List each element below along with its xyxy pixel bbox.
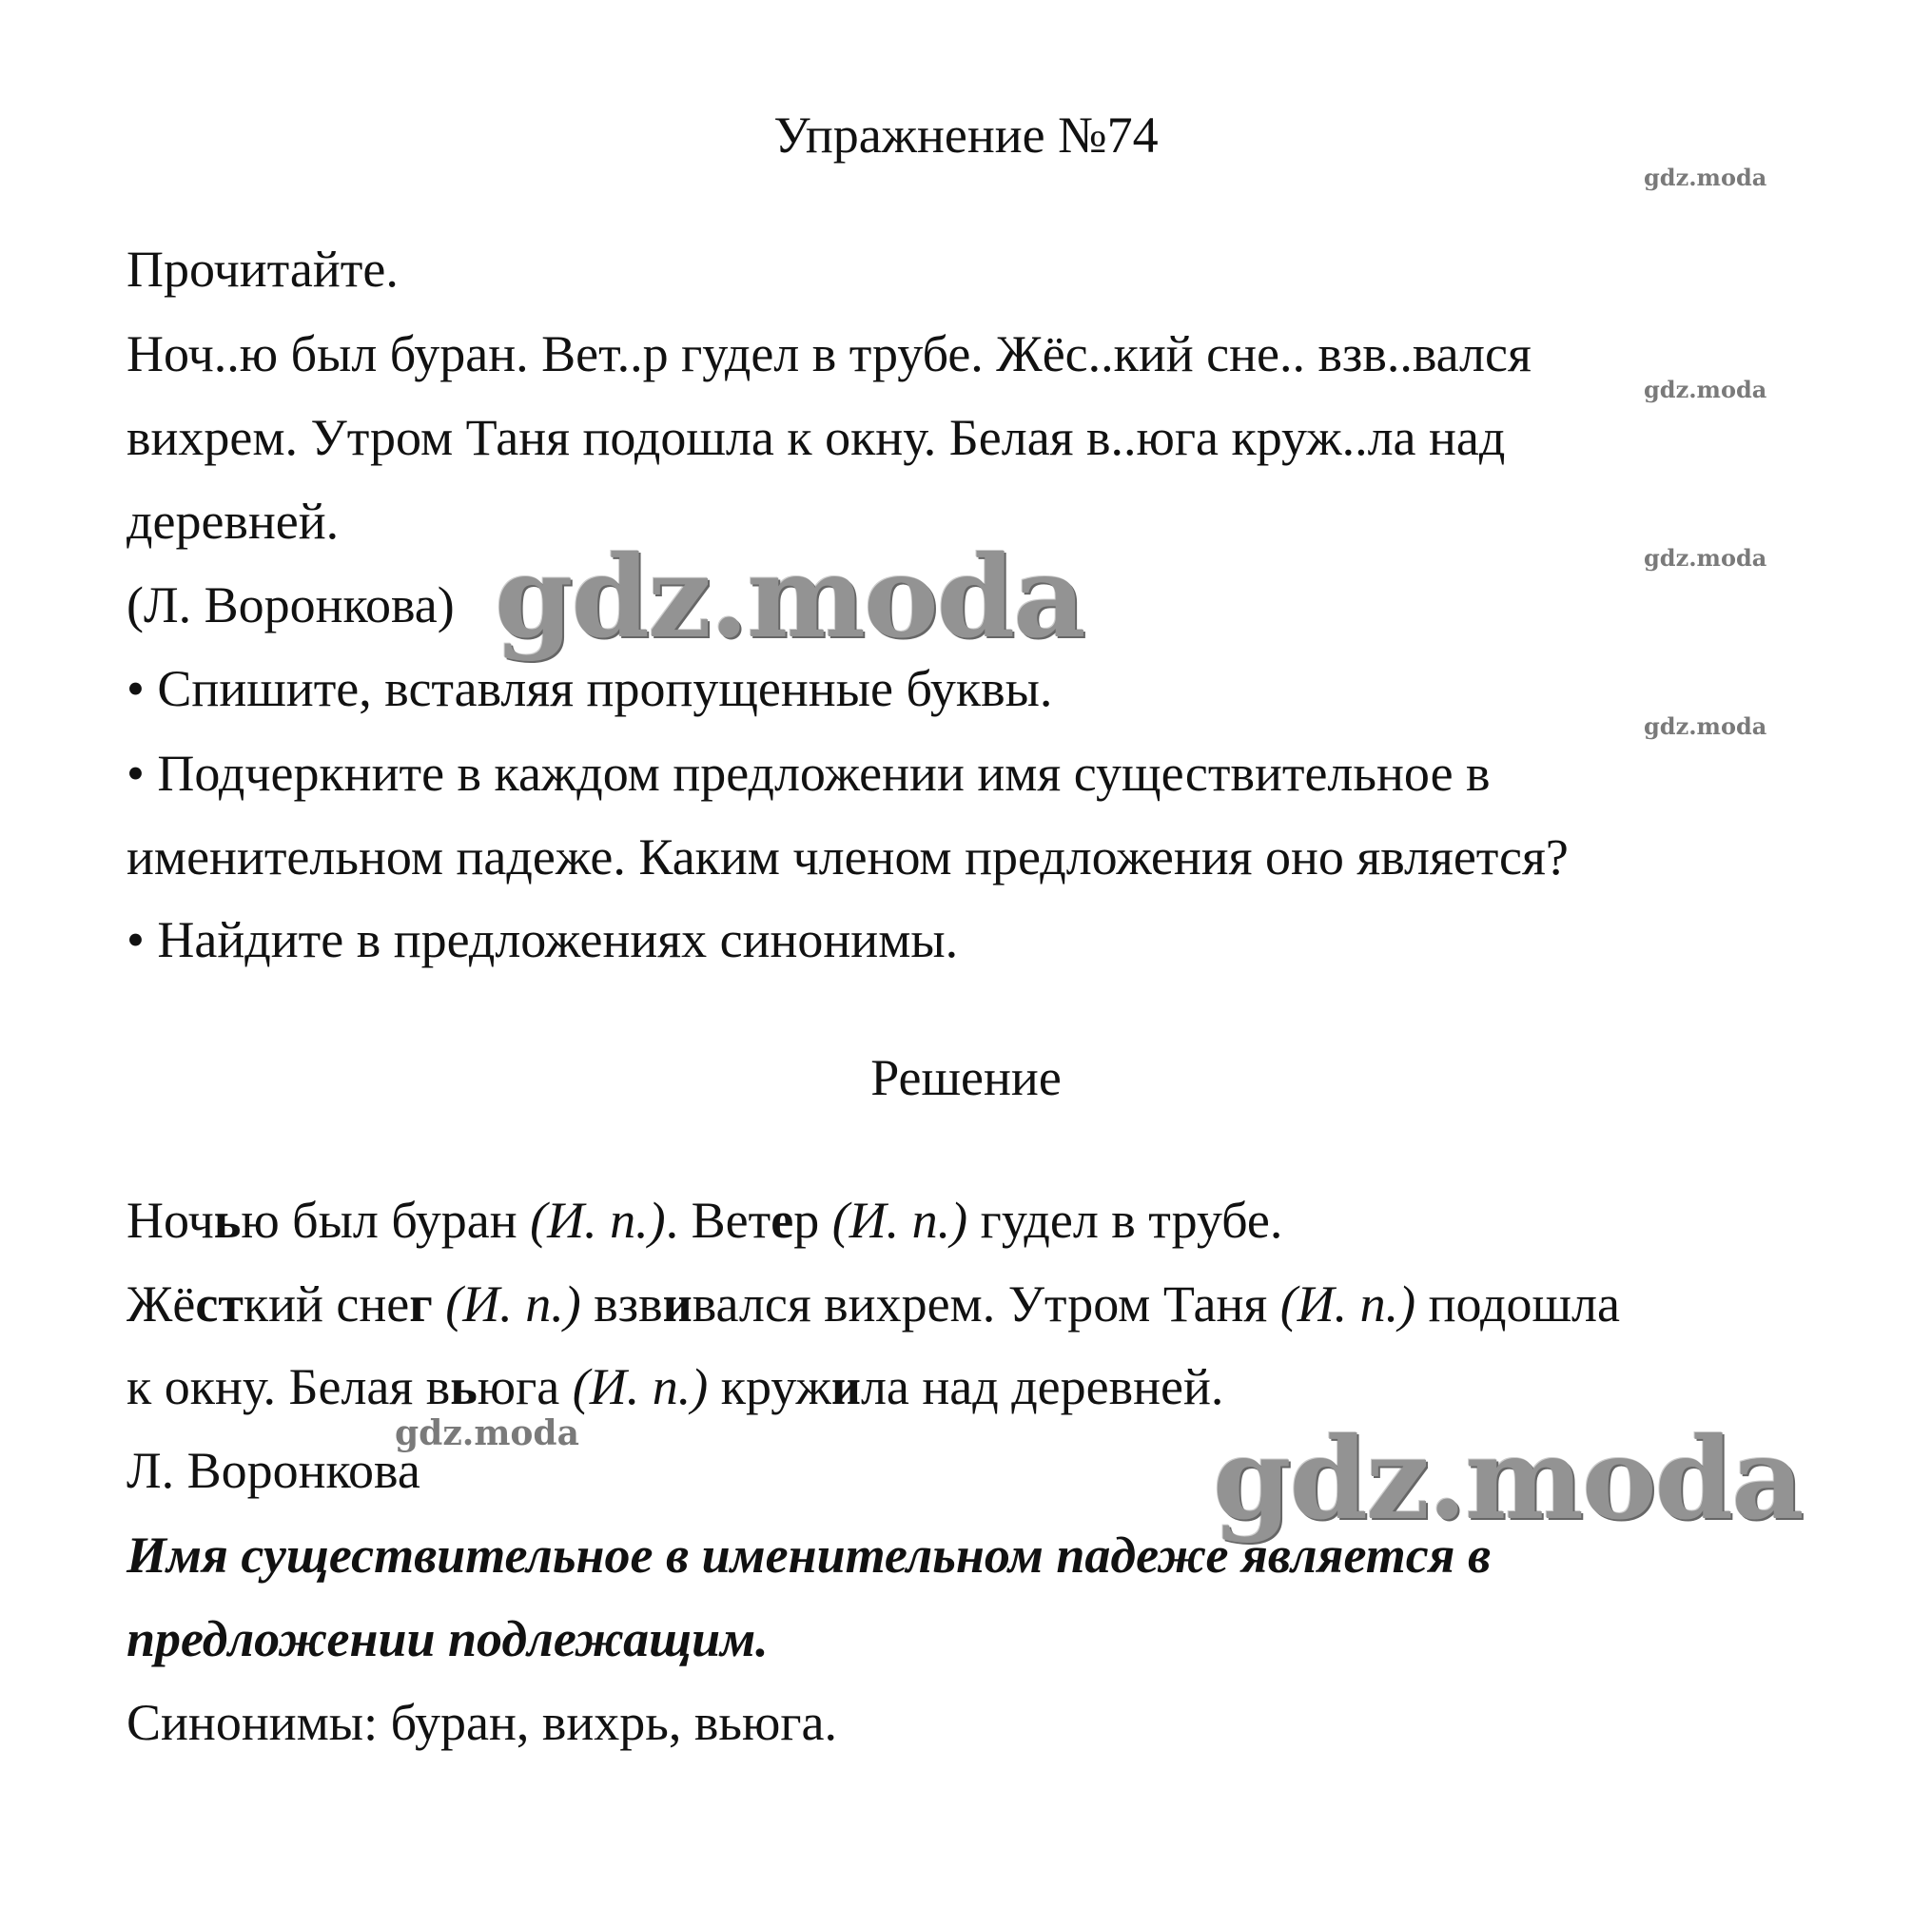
task-author: (Л. Воронкова): [127, 576, 455, 633]
case-note: (И. п.): [530, 1192, 666, 1249]
case-note: (И. п.): [831, 1192, 968, 1249]
case-note: (И. п.): [445, 1275, 581, 1333]
watermark-large: gdz.moda: [495, 531, 1084, 663]
watermark-small: gdz.moda: [1644, 376, 1767, 403]
solution-conclusion: предложении подлежащим.: [127, 1610, 769, 1667]
solution-line: Жёсткий снег (И. п.) взвивался вихрем. Утром Таня (И. п.) подошла: [127, 1275, 1620, 1333]
watermark-small: gdz.moda: [395, 1413, 579, 1453]
case-note: (И. п.): [1279, 1275, 1416, 1333]
task-bullet: • Найдите в предложениях синонимы.: [127, 911, 959, 968]
solution-author: Л. Воронкова: [127, 1442, 420, 1499]
task-text-line: вихрем. Утром Таня подошла к окну. Белая в..юга круж..ла над: [127, 409, 1506, 466]
task-bullet-continuation: именительном падеже. Каким членом предложения оно является?: [127, 828, 1569, 885]
page-title: Упражнение №74: [773, 107, 1159, 164]
watermark-small: gdz.moda: [1644, 164, 1767, 191]
task-text-line: Ноч..ю был буран. Вет..р гудел в трубе. Жёс..кий сне.. взв..вался: [127, 325, 1532, 382]
solution-synonyms: Синонимы: буран, вихрь, вьюга.: [127, 1694, 837, 1751]
watermark-small: gdz.moda: [1644, 712, 1767, 740]
solution-line: к окну. Белая вьюга (И. п.) кружила над деревней.: [127, 1358, 1224, 1415]
watermark-small: gdz.moda: [1644, 544, 1767, 572]
task-bullet: • Спишите, вставляя пропущенные буквы.: [127, 660, 1053, 717]
solution-heading: Решение: [870, 1049, 1062, 1106]
watermark-large: gdz.moda: [1213, 1412, 1803, 1545]
task-lead: Прочитайте.: [127, 241, 399, 298]
solution-line: Ночью был буран (И. п.). Ветер (И. п.) гудел в трубе.: [127, 1192, 1283, 1249]
task-text-line: деревней.: [127, 493, 340, 550]
case-note: (И. п.): [572, 1358, 709, 1415]
solution-conclusion: Имя существительное в именительном падеже является в: [127, 1527, 1492, 1584]
task-bullet: • Подчеркните в каждом предложении имя существительное в: [127, 745, 1491, 802]
